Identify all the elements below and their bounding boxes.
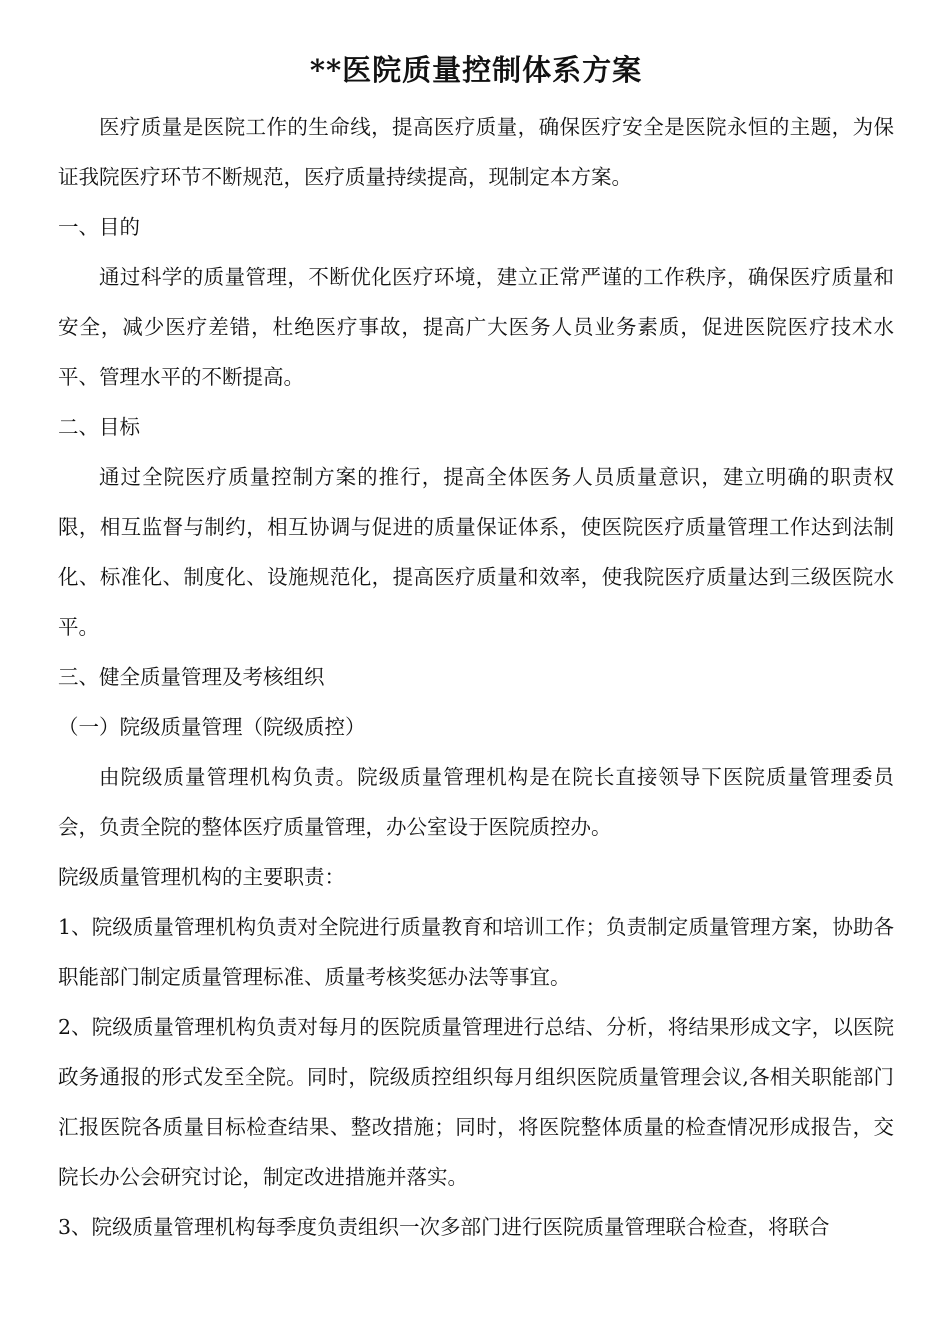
subsection-heading-hospital-level: （一）院级质量管理（院级质控）: [58, 715, 366, 739]
duty-item-1: 1、院级质量管理机构负责对全院进行质量教育和培训工作；负责制定质量管理方案，协助各职能部门制定质量管理标准、质量考核奖惩办法等事宜。: [58, 915, 894, 989]
duty-item-3: 3、院级质量管理机构每季度负责组织一次多部门进行医院质量管理联合检查，将联合: [58, 1215, 830, 1239]
document-title: **医院质量控制体系方案: [309, 53, 643, 87]
purpose-paragraph: 通过科学的质量管理，不断优化医疗环境，建立正常严谨的工作秩序，确保医疗质量和安全，减少医疗差错，杜绝医疗事故，提高广大医务人员业务素质，促进医院医疗技术水平、管理水平的不断提高。: [58, 265, 894, 389]
section-heading-purpose: 一、目的: [58, 215, 140, 239]
intro-paragraph: 医疗质量是医院工作的生命线，提高医疗质量，确保医疗安全是医院永恒的主题，为保证我院医疗环节不断规范，医疗质量持续提高，现制定本方案。: [58, 115, 894, 189]
hospital-level-paragraph: 由院级质量管理机构负责。院级质量管理机构是在院长直接领导下医院质量管理委员会，负责全院的整体医疗质量管理，办公室设于医院质控办。: [58, 765, 894, 839]
section-heading-organization: 三、健全质量管理及考核组织: [58, 665, 325, 689]
duty-item-2: 2、院级质量管理机构负责对每月的医院质量管理进行总结、分析，将结果形成文字，以医院政务通报的形式发至全院。同时，院级质控组织每月组织医院质量管理会议,各相关职能部门汇报医院各质量目标检查结果、整改措施；同时，将医院整体质量的检查情况形成报告，交院长办公会研究讨论，制定改进措施并落实。: [58, 1015, 894, 1189]
document-page: [58, 48, 894, 1252]
goal-paragraph: 通过全院医疗质量控制方案的推行，提高全体医务人员质量意识，建立明确的职责权限，相互监督与制约，相互协调与促进的质量保证体系，使医院医疗质量管理工作达到法制化、标准化、制度化、设施规范化，提高医疗质量和效率，使我院医疗质量达到三级医院水平。: [58, 465, 894, 639]
duties-heading: 院级质量管理机构的主要职责：: [58, 865, 345, 889]
section-heading-goal: 二、目标: [58, 415, 140, 439]
